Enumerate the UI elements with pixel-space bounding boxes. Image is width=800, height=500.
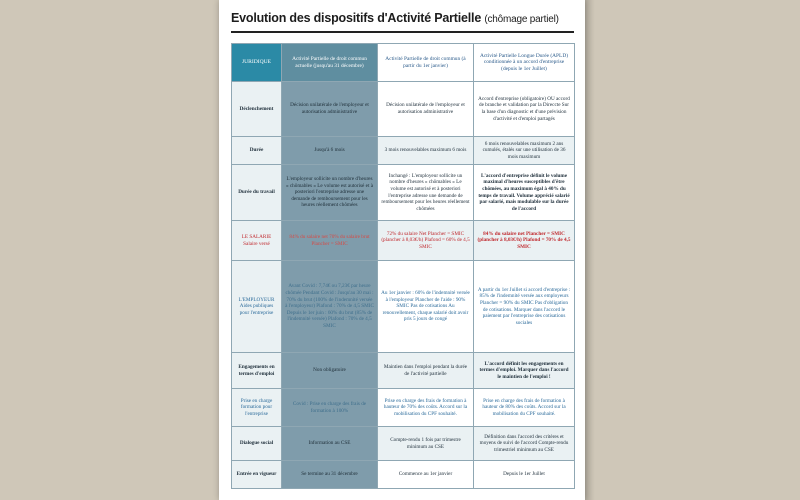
table-row [232,137,575,165]
table-row [232,389,575,427]
cell: Inchangé : L'employeur sollicite un nombre d'heures « chômables » Le volume est autorisé et à posteriori l'entreprise adresse une demande de remboursement pour les heures réellement chômées [378,165,474,221]
table-row [232,165,575,221]
cell: 84% du salaire net 70% du salaire brut Plancher = SMIC [282,221,378,261]
cell: Commence au 1er janvier [378,461,474,489]
header-apld: Activité Partielle Longue Durée (APLD) conditionnée à un accord d'entreprise (depuis le 1er Juillet) [474,44,575,82]
cell: 84% du salaire net Plancher = SMIC (plancher à 8,03€/h) Plafond = 70% de 4,5 SMIC [474,221,575,261]
comparison-table [231,43,575,489]
cell: Avant Covid : 7,74€ ou 7,23€ par heure chômée Pendant Covid : Jusqu'au 30 mai : 70% du brut (100% de l'indemnité versée à l'employeur) Plafond : 70% de 4,5 SMIC Depuis le 1er juin : 60% du brut (85% de l'indemnité versée) Plafond : 70% de 4,5 SMIC [282,261,378,353]
cell: Prise en charge des frais de formation à hauteur de 80% des coûts. Accord sur la mobilisation du CPF souhaité. [474,389,575,427]
cell: L'accord d'entreprise définit le volume maximal d'heures susceptibles d'être chômées, au maximum égal à 40% du temps de travail. Volume apprécié salarié par salarié, mais modulable sur la durée de l'accord [474,165,575,221]
cell: A partir du 1er Juillet si accord d'entreprise : 85% de l'indemnité versée aux employeurs Plancher = 90% du SMIC Pas d'obligation de cotisations. Marquer dans l'accord le paiement par l'entreprise des cotisations sociales [474,261,575,353]
row-label: Engagements en termes d'emploi [232,353,282,389]
cell: 6 mois renouvelables maximum 2 ans cumulés, étalés sur une utilisation de 36 mois maximum [474,137,575,165]
cell: Non obligatoire [282,353,378,389]
table-row [232,221,575,261]
cell: Définition dans l'accord des critères et moyens de suivi de l'accord Compte-rendu trimestriel minimum au CSE [474,427,575,461]
title-underline [231,31,574,33]
table-row [232,82,575,137]
document-page [219,0,585,500]
header-common-law: Activité Partielle de droit commun (à partir du 1er janvier) [378,44,474,82]
row-label: Prise en charge formation pour l'entreprise [232,389,282,427]
title-main: Evolution des dispositifs d'Activité Partielle [231,11,482,25]
header-current: Activité Partielle de droit commun actuelle (jusqu'au 31 décembre) [282,44,378,82]
cell: Information au CSE [282,427,378,461]
row-label: Durée du travail [232,165,282,221]
cell: 3 mois renouvelables maximum 6 mois [378,137,474,165]
cell: Se termine au 31 décembre [282,461,378,489]
row-label: L'EMPLOYEUR Aides publiques pour l'entreprise [232,261,282,353]
cell: L'employeur sollicite un nombre d'heures « chômables » Le volume est autorisé et à posteriori l'entreprise adresse une demande de remboursement pour les heures réellement chômées [282,165,378,221]
cell: Jusqu'à 6 mois [282,137,378,165]
header-label: JURIDIQUE [232,44,282,82]
row-label: Entrée en vigueur [232,461,282,489]
cell: Covid : Prise en charge des frais de formation à 100% [282,389,378,427]
cell: 72% du salaire Net Plancher = SMIC (plancher à 8,03€/h) Plafond = 60% de 4,5 SMIC [378,221,474,261]
cell: L'accord définit les engagements en termes d'emploi. Marquer dans l'accord le maintien de l'emploi ! [474,353,575,389]
cell: Décision unilatérale de l'employeur et autorisation administrative [378,82,474,137]
title-sub: (chômage partiel) [484,14,559,25]
row-label: Dialogue social [232,427,282,461]
cell: Prise en charge des frais de formation à hauteur de 70% des coûts. Accord sur la mobilisation du CPF souhaité. [378,389,474,427]
table-header-row [232,44,575,82]
row-label: LE SALARIE Salaire versé [232,221,282,261]
table-row [232,461,575,489]
cell: Compte-rendu 1 fois par trimestre minimum au CSE [378,427,474,461]
cell: Au 1er janvier : 60% de l'indemnité versée à l'employeur Plancher de l'aide : 90% SMIC Pas de cotisations Au renouvellement, chaque salarié doit avoir pris 5 jours de congé [378,261,474,353]
table-row [232,261,575,353]
row-label: Déclenchement [232,82,282,137]
cell: Accord d'entreprise (obligatoire) OU accord de branche et validation par la Direccte Sur la base d'un diagnostic et d'une prévision d'activité et d'emploi partagés [474,82,575,137]
table-row [232,427,575,461]
table-row [232,353,575,389]
cell: Depuis le 1er Juillet [474,461,575,489]
cell: Maintien dans l'emploi pendant la durée de l'activité partielle [378,353,474,389]
row-label: Durée [232,137,282,165]
page-title [231,11,581,25]
page-shadow [585,0,595,500]
cell: Décision unilatérale de l'employeur et autorisation administrative [282,82,378,137]
